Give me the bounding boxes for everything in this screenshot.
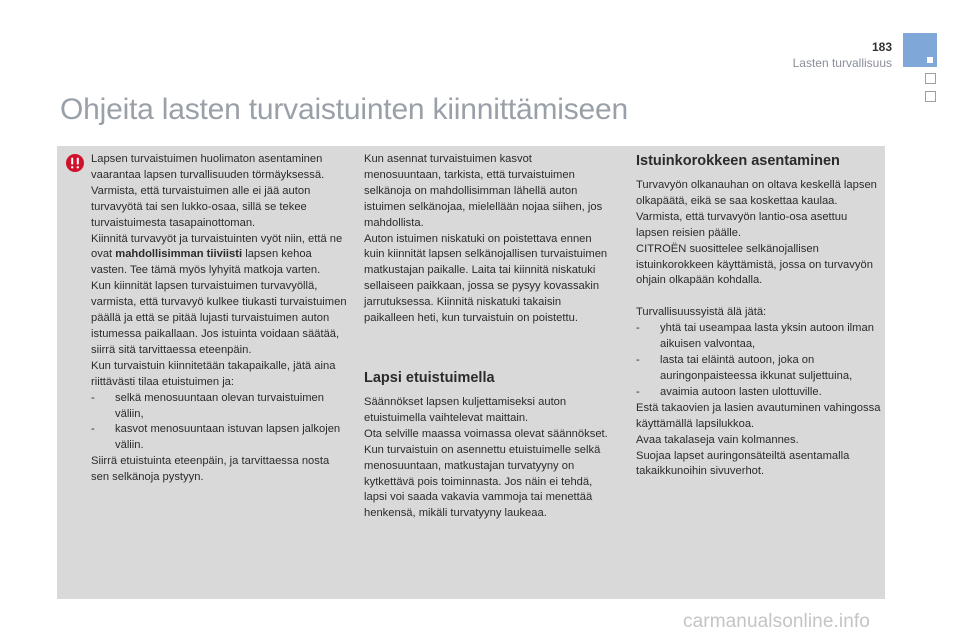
paragraph: Siirrä etuistuinta eteenpäin, ja tarvittaessa nosta sen selkänoja pystyyn. <box>91 455 330 484</box>
list-item <box>91 391 349 423</box>
list-item-text: kasvot menosuuntaan istuvan lapsen jalkojen väliin. <box>115 423 341 452</box>
section-name: Lasten turvallisuus <box>792 56 892 70</box>
list-item <box>636 353 881 385</box>
list-item-text: avaimia autoon lasten ulottuville. <box>660 385 822 398</box>
paragraph: Suojaa lapset auringonsäteiltä asentamalla takaikkunoihin sivuverhot. <box>636 449 850 478</box>
paragraph: CITROËN suosittelee selkänojallisen istuinkorokkeen käyttämistä, jossa on turvavyön ohjain olkapään kohdalla. <box>636 242 873 287</box>
paragraph <box>91 232 349 280</box>
paragraph: Varmista, että turvaistuimen alle ei jää auton turvavyötä tai sen lukko-osaa, sillä se tekee turvaistuimesta tasapainottoman. <box>91 184 311 229</box>
paragraph: Varmista, että turvavyön lantio-osa asettuu lapsen reisien päälle. <box>636 210 848 239</box>
paragraph: Kun turvaistuin on asennettu etuistuimelle selkä menosuuntaan, matkustajan turvatyyny on kytkettävä pois toiminnasta. Jos näin ei tehdä, lapsi voi saada vakavia vammoja tai menettää henkensä, mikäli turvatyyny laukeaa. <box>364 443 601 520</box>
paragraph: Kun asennat turvaistuimen kasvot menosuuntaan, tarkista, että turvaistuimen selkänoja on mahdollisimman lähellä auton istuimen selkänojaa, mielellään nojaa siihen, jos mahdollista. <box>364 153 603 229</box>
spacer <box>636 289 881 305</box>
paragraph-text: Kiinnitä turvavyöt ja turvaistuinten vyöt niin, että ne ovat <box>91 232 343 261</box>
list-dash: - <box>636 385 640 398</box>
chapter-tab-box[interactable] <box>925 91 936 102</box>
page-title: Ohjeita lasten turvaistuinten kiinnittämiseen <box>60 93 628 126</box>
section-heading-front-seat: Lapsi etuistuimella <box>364 369 495 386</box>
watermark[interactable]: carmanualsonline.info <box>683 611 870 632</box>
list-item <box>636 385 881 401</box>
paragraph-text: lapsen kehoa vasten. Tee tämä myös lyhyitä matkoja varten. <box>91 248 321 277</box>
middle-column <box>364 152 609 522</box>
list-dash: - <box>91 391 95 404</box>
paragraph: Lapsen turvaistuimen huolimaton asentaminen vaarantaa lapsen turvallisuuden törmäyksessä. <box>91 153 325 181</box>
chapter-tab-active[interactable] <box>903 33 937 67</box>
paragraph: Turvavyön olkanauhan on oltava keskellä lapsen olkapäätä, eikä se saa koskettaa kaulaa. <box>636 179 877 207</box>
paragraph: Auton istuimen niskatuki on poistettava ennen kuin kiinnität lapsen selkänojallisen turvaistuimen matkustajan paikalle. Laita tai kiinnitä niskatuki sellaiseen paikkaan, jossa se pysyy kovassakin jarrutuksessa. Kiinnitä niskatuki takaisin paikalleen heti, kun turvaistuin on poistettu. <box>364 232 608 325</box>
list-item <box>636 321 881 353</box>
paragraph: Säännökset lapsen kuljettamiseksi auton etuistuimella vaihtelevat maittain. <box>364 395 567 424</box>
section-heading-booster: Istuinkorokkeen asentaminen <box>636 153 840 169</box>
list-item-text: lasta tai eläintä autoon, joka on auringonpaisteessa ikkunat suljettuina, <box>660 354 853 382</box>
list-item-text: selkä menosuuntaan olevan turvaistuimen väliin, <box>115 391 324 420</box>
bold-emphasis: mahdollisimman tiiviisti <box>115 248 243 261</box>
paragraph: Ota selville maassa voimassa olevat säännökset. <box>364 427 608 440</box>
chapter-tab-box[interactable] <box>925 73 936 84</box>
list-dash: - <box>636 354 640 367</box>
list-item-text: yhtä tai useampaa lasta yksin autoon ilman aikuisen valvontaa, <box>660 322 874 351</box>
list-dash: - <box>91 423 95 436</box>
left-column <box>91 152 349 486</box>
list-item <box>91 422 349 454</box>
list-dash: - <box>636 322 640 335</box>
warning-exclamation-icon <box>66 154 84 172</box>
paragraph: Turvallisuussyistä älä jätä: <box>636 306 767 319</box>
paragraph: Estä takaovien ja lasien avautuminen vahingossa käyttämällä lapsilukkoa. <box>636 401 881 430</box>
paragraph: Kun turvaistuin kiinnitetään takapaikalle, jätä aina riittävästi tilaa etuistuimen ja: <box>91 359 336 388</box>
right-column <box>636 152 881 480</box>
paragraph: Avaa takalaseja vain kolmannes. <box>636 433 799 446</box>
page-number: 183 <box>871 40 892 54</box>
paragraph: Kun kiinnität lapsen turvaistuimen turvavyöllä, varmista, että turvavyö kulkee tiukasti turvaistuimen päällä ja että se pitää lujasti turvaistuimen auton istumessa paikallaan. Jos istuinta voidaan säätää, siirrä sitä tarvittaessa eteenpäin. <box>91 280 347 356</box>
tab-dot <box>927 57 933 63</box>
